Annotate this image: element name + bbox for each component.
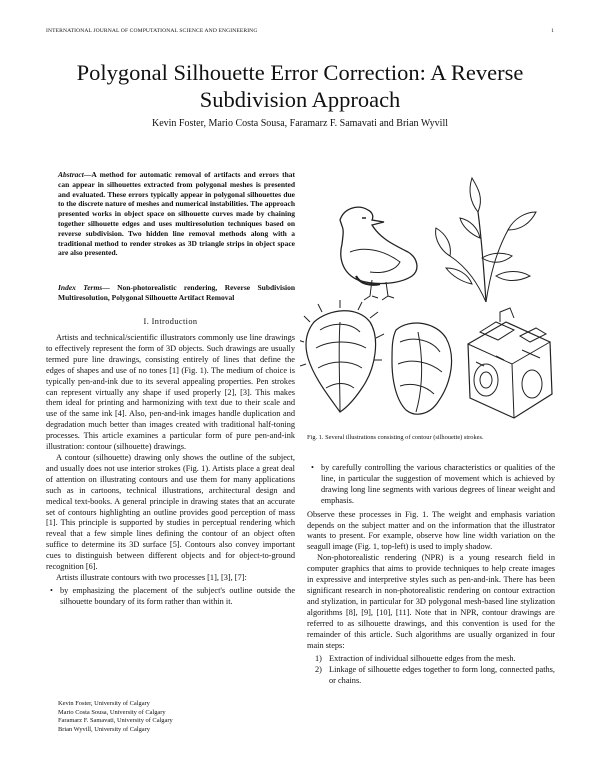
footnote-line: Brian Wyvill, University of Calgary: [58, 725, 150, 733]
footnote-line: Mario Costa Sousa, University of Calgary: [58, 708, 166, 716]
intro-paragraph-5: Non-photorealistic rendering (NPR) is a young research field in computer graphics that aims to provide techniques to help create images in expressive and interpretive styles such as pen-and-ink. There has been significant research in non-photorealistic rendering on contour extraction and stylization, in particular for 3D polygonal mesh-based line stylization algorithms [8], [9], [10], [11]. Note that in NPR, contour drawings are referred to as silhouette drawings, and this convention is used for the remainder of this article. Such algorithms are usually organized in four main steps:: [307, 553, 555, 650]
index-terms-label: Index Terms: [58, 283, 103, 292]
abstract-label: Abstract: [58, 170, 84, 179]
figure-caption: Fig. 1. Several illustrations consisting of contour (silhouette) strokes.: [307, 434, 484, 441]
intro-paragraph-4: Observe these processes in Fig. 1. The weight and emphasis variation depends on the subject matter and on the information that the illustrator wants to present. For example, observe how line width variation on the seagull image (Fig. 1, top-left) is used to imply shadow.: [307, 509, 555, 552]
machine-illustration: [468, 308, 552, 418]
seagull-illustration: [340, 207, 417, 300]
intro-paragraph-1: Artists and technical/scientific illustrators commonly use line drawings to effectively represent the form of 3D objects. Such drawings are usually termed pure line drawings, consisting entirely of lines that define the edges of shapes and use of no tones [1] (Fig. 1). The medium of choice is typically pen-and-ink due to its several appealing properties. Pen strokes can represent virtually any shape if used properly [2], [3]. This makes them ideal for printing and harmonizing with text due to their scale and use of the same ink [4]. Also, pen-and-ink images handle duplication and degradation much better than images created with traditional half-toning processes. This article examines a particular form of pure pen-and-ink illustration: contour (silhouette) drawings.: [46, 333, 295, 452]
intro-paragraph-3: Artists illustrate contours with two processes [1], [3], [7]:: [56, 572, 247, 582]
section-heading: I. Introduction: [143, 317, 198, 326]
list-item: • by emphasizing the placement of the subject's outline outside the silhouette boundary of its form rather than within it.: [50, 585, 295, 606]
index-terms-text: — Non-photorealistic rendering, Reverse Subdivision Multiresolution, Polygonal Silhouette Artifact Removal: [58, 283, 295, 302]
footnote-line: Kevin Foster, University of Calgary: [58, 700, 150, 707]
shell-illustration: [300, 300, 384, 412]
process-list: [46, 586, 295, 608]
list-item: • by carefully controlling the various characteristics or qualities of the line, in particular the suggestion of movement which is achieved by drawing long line segments with various degrees of linear weight and emphasis.: [311, 463, 555, 505]
footnote-line: Faramarz F. Samavati, University of Calgary: [58, 717, 173, 724]
plant-illustration: [436, 178, 536, 302]
left-column: [46, 333, 295, 608]
author-footnotes: [58, 700, 288, 734]
list-item: 2) Linkage of silhouette edges together to form long, connected paths, or chains.: [315, 665, 555, 686]
list-item: 1) Extraction of individual silhouette edges from the mesh.: [315, 654, 516, 664]
process-list-continued: [307, 463, 555, 507]
journal-name: INTERNATIONAL JOURNAL OF COMPUTATIONAL SCIENCE AND ENGINEERING: [46, 28, 258, 34]
conch-illustration: [392, 323, 452, 414]
figure-1: [300, 172, 562, 428]
author-list: Kevin Foster, Mario Costa Sousa, Faramarz F. Samavati and Brian Wyvill: [151, 118, 449, 129]
figure-illustrations: [300, 172, 562, 428]
right-column: [307, 461, 555, 687]
paper-title: Polygonal Silhouette Error Correction: A Reverse Subdivision Approach: [76, 60, 524, 112]
page-number: 1: [551, 28, 554, 34]
abstract: [58, 170, 295, 258]
steps-list: [307, 654, 555, 687]
index-terms: [58, 283, 295, 303]
abstract-text: —A method for automatic removal of artifacts and errors that can appear in silhouettes extracted from polygonal meshes is presented and evaluated. These errors typically appear in polygonal silhouettes due to the discrete nature of meshes and numerical instabilities. The approach presented works in object space on silhouette curves made by chaining together silhouette edges and uses multiresolution techniques based on reverse subdivision. Two hidden line removal methods along with a traditional method to render strokes as 3D triangle strips in object space are also presented.: [58, 170, 295, 258]
intro-paragraph-2: A contour (silhouette) drawing only shows the outline of the subject, and usually does not use interior strokes (Fig. 1). Artists place a great deal of attention on illustrating contours and use them for many applications such as in cartoons, technical illustrations, architectural design and medical text-books. A general principle in drawing states that an accurate set of contours highlighting an outline provides good perception of mass [1]. This principle is supported by studies in perceptual rendering which reveal that a few simple lines defining the contour of an object often suffice to determine its 3D surface [5]. Contours also convey important cues to distinguish between different objects and for object-to-ground recognition [6].: [46, 452, 295, 572]
